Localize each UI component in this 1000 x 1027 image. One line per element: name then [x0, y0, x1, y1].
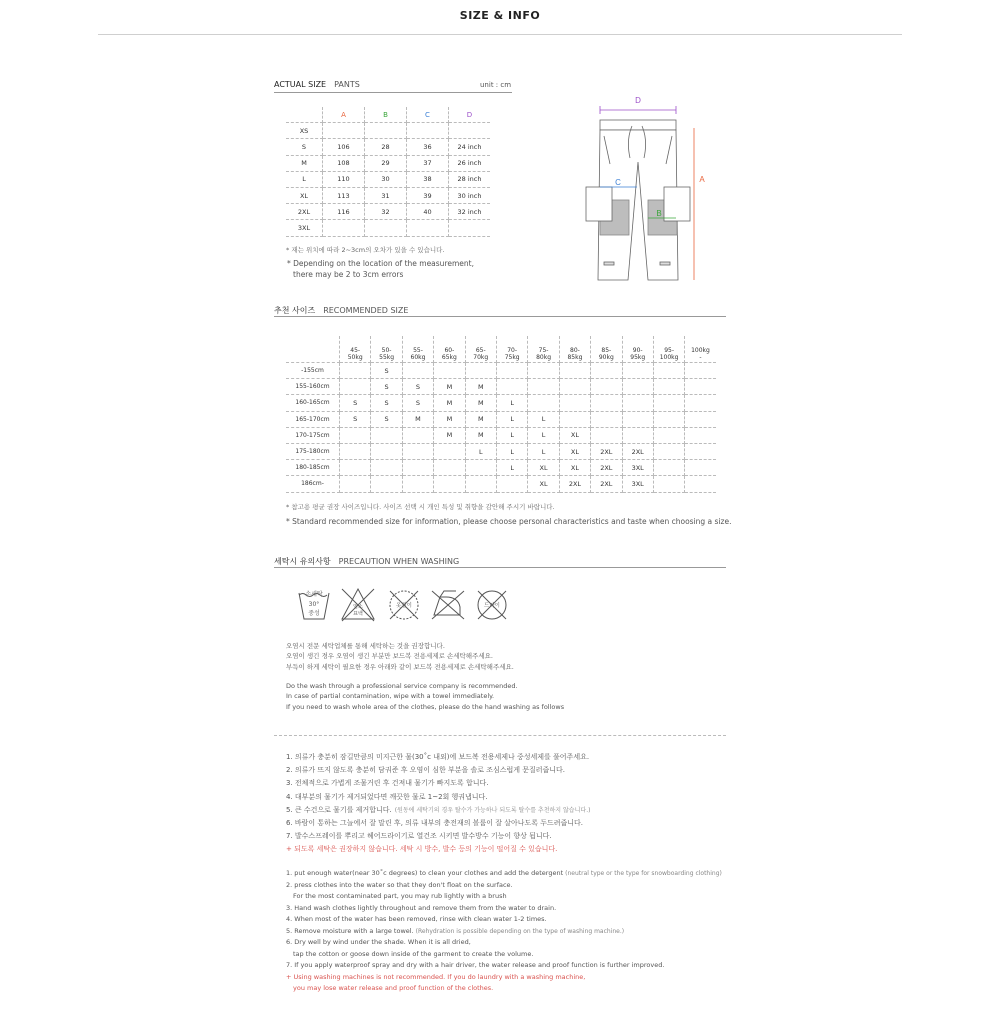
ko-step: 6. 바람이 통하는 그늘에서 잘 말린 후, 의류 내부의 충전재의 볼륨이 잘 살아나도록 두드려줍니다.: [286, 819, 584, 828]
size-value: 28 inch: [449, 171, 491, 187]
recommended-cell: S: [371, 411, 402, 427]
recommended-cell: M: [434, 395, 465, 411]
size-value: 32: [365, 204, 407, 220]
washing-en-steps: [286, 868, 722, 995]
recommended-cell: [434, 443, 465, 459]
actual-size-table: [286, 107, 490, 237]
recommended-cell: [465, 476, 496, 492]
weight-header: 95- 100kg: [653, 336, 684, 363]
ko-paragraph-line: 오염시 전문 세탁업체를 통해 세탁하는 것을 권장합니다.: [286, 642, 445, 650]
en-step: For the most contaminated part, you may rub lightly with a brush: [293, 892, 507, 900]
size-table-header: [286, 107, 490, 123]
recommended-cell: M: [434, 427, 465, 443]
recommended-cell: L: [496, 411, 527, 427]
recommended-cell: S: [402, 395, 433, 411]
recommended-cell: [559, 363, 590, 379]
recommended-cell: [402, 476, 433, 492]
recommended-row: [286, 476, 716, 492]
washing-title-ko: 세탁시 유의사항: [274, 557, 331, 566]
actual-size-header: [274, 80, 360, 89]
washing-en-paragraph: [286, 681, 564, 712]
en-warning-2: you may lose water release and proof function of the clothes.: [293, 984, 494, 992]
recommended-cell: [653, 411, 684, 427]
recommended-cell: 2XL: [559, 476, 590, 492]
no-tumble-dry-icon: [432, 591, 464, 619]
ko-step: 4. 대부분의 물기가 제거되었다면 깨끗한 물로 1~2회 헹궈냅니다.: [286, 792, 488, 801]
measurement-note-ko: * 재는 위치에 따라 2~3cm의 오차가 있을 수 있습니다.: [286, 246, 445, 254]
recommended-cell: [340, 460, 371, 476]
en-step: tap the cotton or goose down inside of the garment to create the volume.: [293, 949, 534, 958]
svg-text:염소: 염소: [353, 604, 363, 610]
size-value: 37: [407, 155, 449, 171]
size-label: S: [286, 139, 323, 155]
page-title: SIZE & INFO: [459, 9, 541, 22]
recommended-cell: L: [496, 395, 527, 411]
size-label: XS: [286, 123, 323, 139]
recommended-cell: M: [465, 379, 496, 395]
recommended-cell: S: [371, 363, 402, 379]
height-label: 160-165cm: [286, 395, 340, 411]
recommended-cell: [653, 379, 684, 395]
recommended-header: [274, 305, 408, 316]
svg-text:30°: 30°: [308, 601, 320, 608]
recommended-cell: S: [340, 395, 371, 411]
en-step: 4. When most of the water has been removed, rinse with clean water 1-2 times.: [286, 915, 547, 923]
recommended-cell: [465, 363, 496, 379]
size-value: [407, 220, 449, 236]
size-label: M: [286, 155, 323, 171]
en-step: 7. If you apply waterproof spray and dry with a hair driver, the water release and proof function is further improved.: [286, 961, 665, 969]
size-table-row: [286, 139, 490, 155]
size-value: 110: [323, 171, 365, 187]
size-value: 116: [323, 204, 365, 220]
en-step: 6. Dry well by wind under the shade. When it is all dried,: [286, 938, 471, 946]
size-value: 39: [407, 187, 449, 203]
recommended-cell: XL: [528, 476, 559, 492]
washing-header: [274, 556, 459, 567]
size-value: 38: [407, 171, 449, 187]
size-table-row: [286, 123, 490, 139]
size-value: 106: [323, 139, 365, 155]
size-value: 31: [365, 187, 407, 203]
recommended-cell: [622, 363, 653, 379]
recommended-header-row: [286, 336, 716, 363]
weight-header: 100kg -: [685, 336, 716, 363]
en-paragraph-line: Do the wash through a professional service company is recommended.: [286, 682, 518, 690]
ko-step: 3. 전체적으로 가볍게 조물거린 후 건져내 물기가 빠지도록 합니다.: [286, 779, 489, 788]
size-value: 26 inch: [449, 155, 491, 171]
svg-text:중성: 중성: [308, 610, 320, 617]
size-table-row: [286, 187, 490, 203]
recommended-note-en: * Standard recommended size for information, please choose personal characteristics and taste when choosing a size.: [286, 517, 732, 526]
en-step: 5. Remove moisture with a large towel. (Rehydration is possible depending on the type of washing machine.): [286, 926, 625, 935]
measurement-note-en-2: there may be 2 to 3cm errors: [293, 270, 404, 279]
size-column-header: B: [365, 107, 407, 123]
en-step: 1. put enough water(near 30˚c degrees) to clean your clothes and add the detergent (neutral type or the type for snowboarding clothing): [286, 869, 722, 877]
recommended-cell: [591, 427, 622, 443]
recommended-cell: [528, 395, 559, 411]
size-table-row: [286, 155, 490, 171]
size-value: [449, 220, 491, 236]
recommended-cell: [685, 476, 716, 492]
recommended-cell: [653, 363, 684, 379]
recommended-cell: [496, 363, 527, 379]
recommended-cell: [685, 427, 716, 443]
ko-step: 1. 의류가 충분히 잠길만큼의 미지근한 물(30˚c 내외)에 보드복 전용세제나 중성세제를 풀어주세요.: [286, 753, 590, 761]
recommended-cell: [622, 427, 653, 443]
height-label: 155-160cm: [286, 379, 340, 395]
recommended-cell: [685, 379, 716, 395]
en-paragraph-line: If you need to wash whole area of the clothes, please do the hand washing as follows: [286, 702, 565, 711]
recommended-cell: [559, 379, 590, 395]
recommended-cell: [653, 460, 684, 476]
washing-rule: [274, 567, 726, 568]
svg-text:드라이: 드라이: [484, 603, 500, 609]
recommended-cell: 2XL: [591, 460, 622, 476]
recommended-rule: [274, 316, 726, 317]
size-value: [323, 220, 365, 236]
recommended-cell: [340, 443, 371, 459]
recommended-cell: M: [465, 427, 496, 443]
recommended-cell: M: [434, 379, 465, 395]
recommended-cell: [622, 379, 653, 395]
recommended-cell: [653, 395, 684, 411]
size-value: [323, 123, 365, 139]
svg-text:옷걸이: 옷걸이: [396, 603, 412, 609]
recommended-cell: [340, 363, 371, 379]
recommended-cell: [653, 427, 684, 443]
height-label: 165-170cm: [286, 411, 340, 427]
recommended-cell: [685, 411, 716, 427]
recommended-cell: [559, 411, 590, 427]
recommended-cell: [465, 460, 496, 476]
svg-text:표백: 표백: [353, 611, 363, 617]
recommended-cell: L: [528, 443, 559, 459]
recommended-cell: [402, 427, 433, 443]
recommended-cell: S: [371, 379, 402, 395]
ko-step: 5. 큰 수건으로 물기를 제거합니다. (원동에 세탁기의 경우 탈수가 가능하나 되도록 탈수를 추천하지 않습니다.): [286, 805, 591, 814]
recommended-cell: [591, 363, 622, 379]
weight-header: 80- 85kg: [559, 336, 590, 363]
washing-ko-paragraph: [286, 641, 514, 672]
recommended-cell: S: [371, 395, 402, 411]
recommended-cell: [653, 443, 684, 459]
recommended-cell: [685, 363, 716, 379]
weight-header: 90- 95kg: [622, 336, 653, 363]
size-label: 2XL: [286, 204, 323, 220]
weight-header: 75- 80kg: [528, 336, 559, 363]
recommended-cell: [622, 395, 653, 411]
ko-step: 7. 발수스프레이를 뿌리고 헤어드라이기로 열건조 시키면 발수방수 기능이 향상 됩니다.: [286, 832, 552, 841]
recommended-cell: [496, 476, 527, 492]
recommended-cell: [591, 395, 622, 411]
dim-label-c: C: [615, 178, 621, 187]
recommended-cell: 2XL: [591, 476, 622, 492]
size-table-row: [286, 220, 490, 236]
en-warning-1: + Using washing machines is not recommended. If you do laundry with a washing machine,: [286, 972, 586, 981]
size-value: 30 inch: [449, 187, 491, 203]
recommended-cell: [622, 411, 653, 427]
recommended-row: [286, 460, 716, 476]
weight-header: 50- 55kg: [371, 336, 402, 363]
recommended-cell: M: [402, 411, 433, 427]
weight-header: 65- 70kg: [465, 336, 496, 363]
dim-label-b: B: [656, 209, 662, 218]
recommended-cell: [434, 460, 465, 476]
recommended-cell: [371, 460, 402, 476]
recommended-cell: 3XL: [622, 476, 653, 492]
recommended-note-ko: * 참고용 평균 권장 사이즈입니다. 사이즈 선택 시 개인 특성 및 취향을 감안해 주시기 바랍니다.: [286, 503, 555, 511]
recommended-row: [286, 379, 716, 395]
dim-label-a: A: [699, 175, 705, 184]
recommended-cell: [402, 460, 433, 476]
recommended-size-table: [286, 336, 716, 493]
en-step: 3. Hand wash clothes lightly throughout and remove them from the water to drain.: [286, 903, 557, 912]
size-value: 32 inch: [449, 204, 491, 220]
height-label: -155cm: [286, 363, 340, 379]
size-value: [365, 123, 407, 139]
recommended-cell: [685, 395, 716, 411]
recommended-cell: L: [496, 427, 527, 443]
recommended-cell: [371, 427, 402, 443]
recommended-cell: [559, 395, 590, 411]
recommended-cell: L: [528, 427, 559, 443]
size-label: 3XL: [286, 220, 323, 236]
recommended-cell: [340, 379, 371, 395]
recommended-cell: [685, 443, 716, 459]
measurement-note-en-1: * Depending on the location of the measurement,: [287, 259, 474, 268]
size-column-header: D: [449, 107, 491, 123]
recommended-title-en: RECOMMENDED SIZE: [323, 306, 409, 315]
recommended-cell: [653, 476, 684, 492]
size-value: 40: [407, 204, 449, 220]
en-step: 2. press clothes into the water so that they don't float on the surface.: [286, 880, 513, 889]
weight-header: 45- 50kg: [340, 336, 371, 363]
recommended-cell: M: [434, 411, 465, 427]
recommended-cell: 3XL: [622, 460, 653, 476]
unit-label: unit : cm: [480, 81, 512, 89]
recommended-cell: [434, 363, 465, 379]
washing-title-en: PRECAUTION WHEN WASHING: [338, 557, 460, 566]
size-value: 28: [365, 139, 407, 155]
recommended-row: [286, 363, 716, 379]
svg-text:손세탁: 손세탁: [305, 591, 323, 598]
recommended-cell: [371, 443, 402, 459]
recommended-title-ko: 추천 사이즈: [274, 306, 316, 315]
recommended-cell: [591, 411, 622, 427]
dim-label-d: D: [635, 96, 641, 105]
size-value: 108: [323, 155, 365, 171]
size-value: 29: [365, 155, 407, 171]
size-value: 113: [323, 187, 365, 203]
recommended-cell: [402, 443, 433, 459]
size-column-header: C: [407, 107, 449, 123]
height-label: 170-175cm: [286, 427, 340, 443]
weight-header: 70- 75kg: [496, 336, 527, 363]
pants-diagram: [580, 92, 715, 292]
actual-size-subtitle: PANTS: [334, 80, 360, 89]
height-label: 186cm-: [286, 476, 340, 492]
washing-ko-steps: [286, 751, 590, 857]
size-label: L: [286, 171, 323, 187]
recommended-cell: XL: [559, 427, 590, 443]
recommended-row: [286, 411, 716, 427]
size-value: [407, 123, 449, 139]
recommended-row: [286, 443, 716, 459]
actual-size-title: ACTUAL SIZE: [274, 80, 327, 89]
size-value: 36: [407, 139, 449, 155]
recommended-cell: XL: [528, 460, 559, 476]
recommended-cell: [591, 379, 622, 395]
recommended-cell: [496, 379, 527, 395]
recommended-cell: L: [496, 460, 527, 476]
recommended-cell: 2XL: [591, 443, 622, 459]
recommended-cell: 2XL: [622, 443, 653, 459]
ko-paragraph-line: 오염이 생긴 경우 오염이 생긴 부분만 보드복 전용세제로 손세탁해주세요.: [286, 652, 493, 661]
recommended-cell: XL: [559, 460, 590, 476]
care-icons: [296, 585, 516, 625]
size-value: 30: [365, 171, 407, 187]
size-value: [449, 123, 491, 139]
recommended-cell: [340, 476, 371, 492]
weight-header: 60- 65kg: [434, 336, 465, 363]
title-divider: [98, 34, 902, 35]
recommended-row: [286, 395, 716, 411]
recommended-cell: [685, 460, 716, 476]
size-value: 24 inch: [449, 139, 491, 155]
weight-header: 85- 90kg: [591, 336, 622, 363]
recommended-cell: S: [402, 379, 433, 395]
actual-size-rule: [274, 92, 512, 93]
recommended-cell: [528, 363, 559, 379]
size-label: XL: [286, 187, 323, 203]
ko-step: 2. 의류가 뜨지 않도록 충분히 담궈준 후 오염이 심한 부분을 솔로 조심스럽게 문질러줍니다.: [286, 766, 566, 775]
recommended-row: [286, 427, 716, 443]
recommended-cell: S: [340, 411, 371, 427]
recommended-cell: [402, 363, 433, 379]
ko-warning: + 되도록 세탁은 권장하지 않습니다. 세탁 시 방수, 발수 등의 기능이 떨어질 수 있습니다.: [286, 845, 558, 854]
recommended-cell: [434, 476, 465, 492]
recommended-cell: M: [465, 411, 496, 427]
size-table-row: [286, 204, 490, 220]
height-label: 175-180cm: [286, 443, 340, 459]
size-column-header: A: [323, 107, 365, 123]
recommended-cell: [371, 476, 402, 492]
recommended-cell: M: [465, 395, 496, 411]
weight-header: 55- 60kg: [402, 336, 433, 363]
recommended-cell: L: [496, 443, 527, 459]
size-value: [365, 220, 407, 236]
recommended-cell: L: [528, 411, 559, 427]
height-label: 180-185cm: [286, 460, 340, 476]
recommended-cell: [340, 427, 371, 443]
recommended-cell: XL: [559, 443, 590, 459]
size-table-row: [286, 171, 490, 187]
recommended-cell: [528, 379, 559, 395]
washing-dashed-divider: [274, 735, 726, 736]
ko-paragraph-line: 부득이 하게 세탁이 필요한 경우 아래와 같이 보드복 전용세제로 손세탁해주세요.: [286, 662, 514, 671]
recommended-cell: L: [465, 443, 496, 459]
en-paragraph-line: In case of partial contamination, wipe with a towel immediately.: [286, 692, 495, 701]
